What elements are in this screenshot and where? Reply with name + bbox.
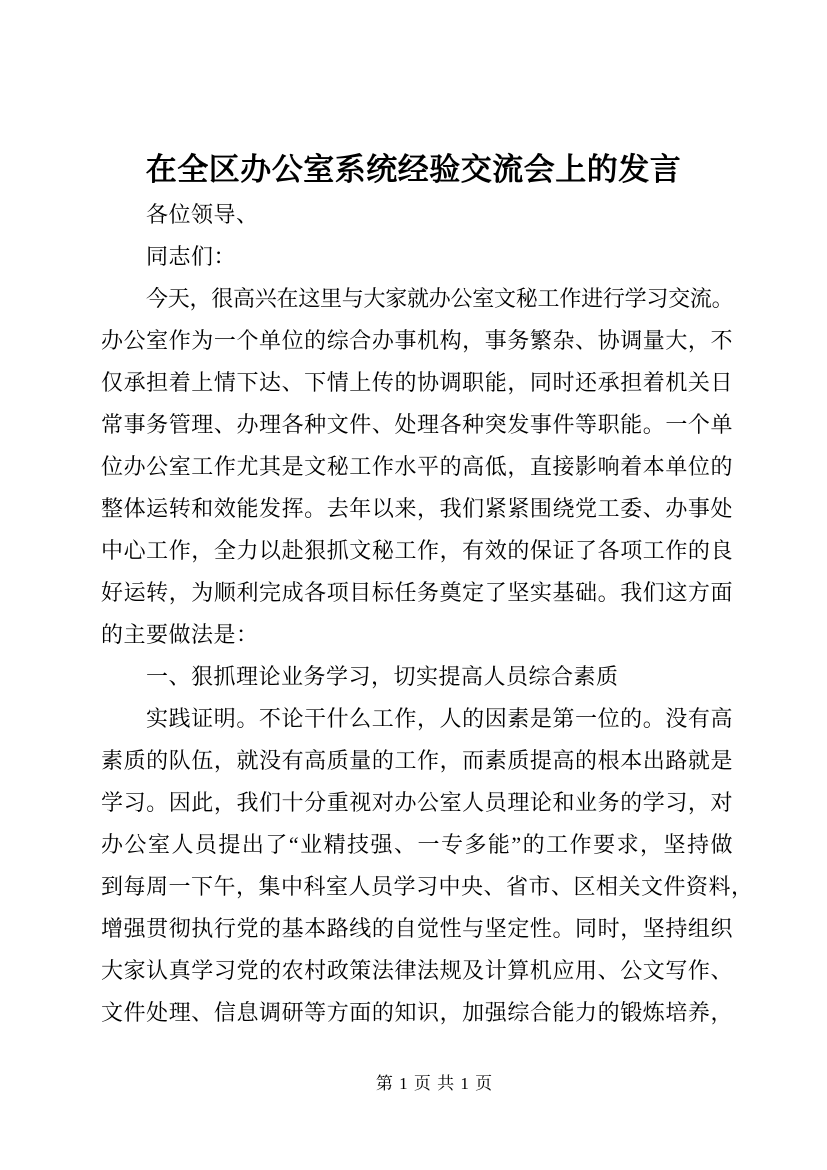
text-line: 整体运转和效能发挥。去年以来，我们紧紧围绕党工委、办事处 xyxy=(101,496,733,521)
text-line: 一、狠抓理论业务学习，切实提高人员综合素质 xyxy=(146,664,619,689)
section-1-paragraph xyxy=(101,698,754,1034)
document-title: 在全区办公室系统经验交流会上的发言 xyxy=(145,152,682,187)
text-line: 各位领导、 xyxy=(146,202,259,227)
text-line: 今天，很高兴在这里与大家就办公室文秘工作进行学习交流。 xyxy=(146,286,733,311)
text-line: 仅承担着上情下达、下情上传的协调职能，同时还承担着机关日 xyxy=(101,370,733,395)
text-line: 位办公室工作尤其是文秘工作水平的高低，直接影响着本单位的 xyxy=(101,454,733,479)
page-number-footer: 第 1 页 共 1 页 xyxy=(375,1074,494,1093)
text-line: 文件处理、信息调研等方面的知识，加强综合能力的锻炼培养， xyxy=(101,1000,733,1025)
section-heading-1 xyxy=(101,656,733,698)
salutation-leaders xyxy=(101,194,733,236)
text-line: 同志们： xyxy=(146,244,237,269)
text-line: 常事务管理、办理各种文件、处理各种突发事件等职能。一个单 xyxy=(101,412,733,437)
text-line: 实践证明。不论干什么工作，人的因素是第一位的。没有高 xyxy=(146,706,733,731)
text-line: 的主要做法是： xyxy=(101,622,259,647)
text-line: 大家认真学习党的农村政策法律法规及计算机应用、公文写作、 xyxy=(101,958,733,983)
text-line: 素质的队伍，就没有高质量的工作，而素质提高的根本出路就是 xyxy=(101,748,733,773)
text-line: 学习。因此，我们十分重视对办公室人员理论和业务的学习，对 xyxy=(101,790,733,815)
text-line: 中心工作，全力以赴狠抓文秘工作，有效的保证了各项工作的良 xyxy=(101,538,733,563)
text-line: 办公室作为一个单位的综合办事机构，事务繁杂、协调量大，不 xyxy=(101,328,733,353)
intro-paragraph xyxy=(101,278,733,656)
text-line: 办公室人员提出了“业精技强、一专多能”的工作要求，坚持做 xyxy=(101,832,733,857)
text-line: 好运转，为顺利完成各项目标任务奠定了坚实基础。我们这方面 xyxy=(101,580,733,605)
text-line: 到每周一下午，集中科室人员学习中央、省市、区相关文件资料， xyxy=(101,874,754,899)
document-body xyxy=(101,194,754,1034)
text-line: 增强贯彻执行党的基本路线的自觉性与坚定性。同时，坚持组织 xyxy=(101,916,733,941)
salutation-comrades xyxy=(101,236,733,278)
